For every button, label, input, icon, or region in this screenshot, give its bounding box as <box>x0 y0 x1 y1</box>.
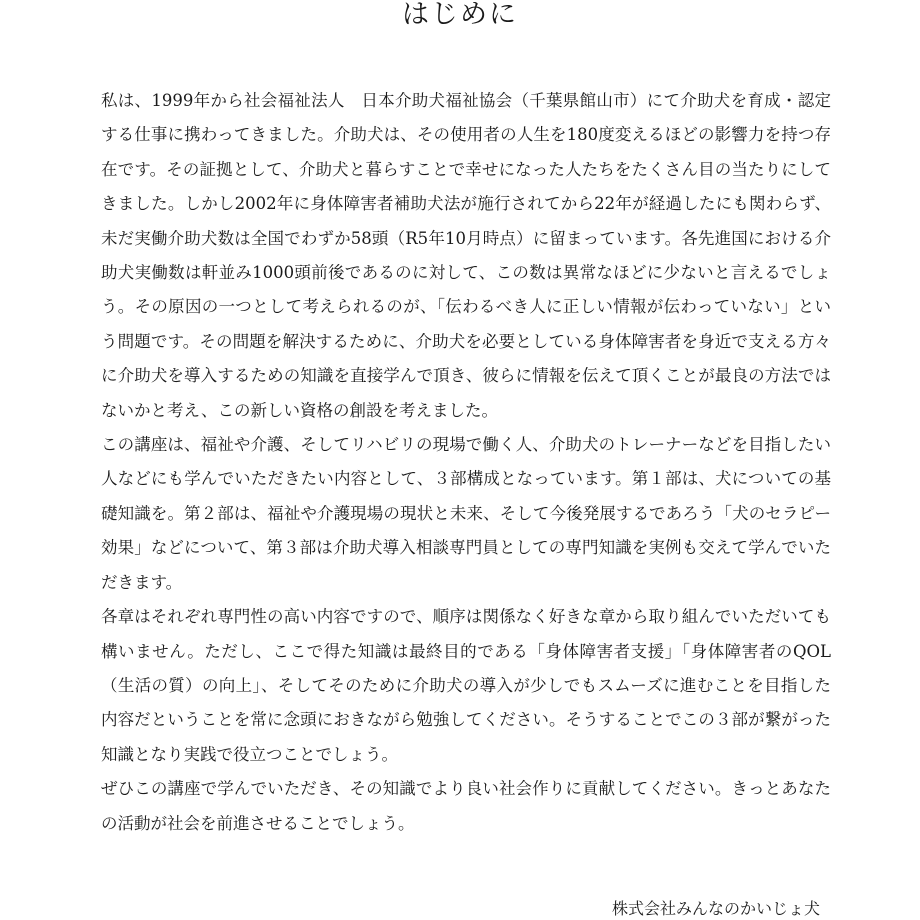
paragraph-3: 各章はそれぞれ専門性の高い内容ですので、順序は関係なく好きな章から取り組んでいただいても構いません。ただし、ここで得た知識は最終目的である「身体障害者支援」「身体障害者のQOL（生活の質）の向上」、そしてそのために介助犬の導入が少しでもスムーズに進むことを目指した内容だということを常に念頭におきながら勉強してください。そうすることでこの３部が繋がった知識となり実践で役立つことでしょう。 <box>101 607 831 764</box>
paragraph-4: ぜひこの講座で学んでいただき、その知識でより良い社会作りに貢献してください。きっとあなたの活動が社会を前進させることでしょう。 <box>101 779 831 833</box>
paragraph-2: この講座は、福祉や介護、そしてリハビリの現場で働く人、介助犬のトレーナーなどを目指したい人などにも学んでいただきたい内容として、３部構成となっています。第１部は、犬についての基礎知識を。第２部は、福祉や介護現場の現状と未来、そして今後発展するであろう「犬のセラピー効果」などについて、第３部は介助犬導入相談専門員としての専門知識を実例も交えて学んでいただきます。 <box>101 435 831 592</box>
page-title: はじめに <box>402 0 518 30</box>
author-signature: 株式会社みんなのかいじょ犬 <box>611 899 820 918</box>
paragraph-1: 私は、1999年から社会福祉法人 日本介助犬福祉協会（千葉県館山市）にて介助犬を育成・認定する仕事に携わってきました。介助犬は、その使用者の人生を180度変えるほどの影響力を持つ存在です。その証拠として、介助犬と暮らすことで幸せになった人たちをたくさん目の当たりにしてきました。しかし2002年に身体障害者補助犬法が施行されてから22年が経過したにも関わらず、未だ実働介助犬数は全国でわずか58頭（R5年10月時点）に留まっています。各先進国における介助犬実働数は軒並み1000頭前後であるのに対して、この数は異常なほどに少ないと言えるでしょう。その原因の一つとして考えられるのが、「伝わるべき人に正しい情報が伝わっていない」という問題です。その問題を解決するために、介助犬を必要としている身体障害者を身近で支える方々に介助犬を導入するための知識を直接学んで頂き、彼らに情報を伝えて頂くことが最良の方法ではないかと考え、この新しい資格の創設を考えました。 <box>101 91 831 420</box>
body-text <box>101 84 831 841</box>
